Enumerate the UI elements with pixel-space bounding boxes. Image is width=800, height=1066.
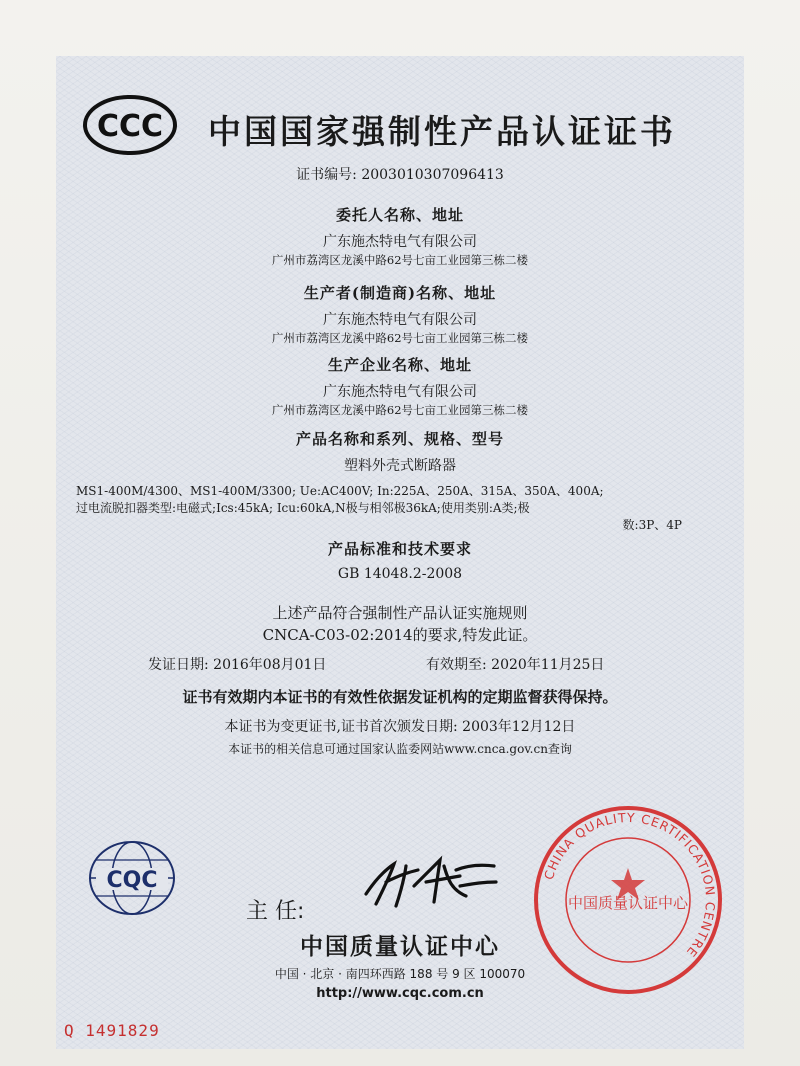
expiry-date: 2020年11月25日 bbox=[491, 657, 605, 673]
standard-value: GB 14048.2-2008 bbox=[337, 566, 463, 582]
certificate bbox=[56, 56, 744, 1049]
first-issue-date: 2003年12月12日 bbox=[462, 719, 576, 735]
ccc-logo bbox=[82, 94, 178, 156]
info-note: 本证书的相关信息可通过国家认监委网站www.cnca.gov.cn查询 bbox=[228, 742, 572, 756]
factory-address: 广州市荔湾区龙溪中路62号七亩工业园第三栋二楼 bbox=[271, 403, 529, 417]
product-heading: 产品名称和系列、规格、型号 bbox=[295, 430, 504, 448]
cqc-logo bbox=[82, 836, 182, 920]
ccc-logo-text: CCC bbox=[96, 109, 164, 144]
compliance-line: CNCA-C03-02:2014的要求,特发此证。 bbox=[262, 626, 538, 644]
manufacturer-heading: 生产者(制造商)名称、地址 bbox=[303, 284, 497, 302]
factory-heading: 生产企业名称、地址 bbox=[327, 356, 472, 374]
compliance-line: 上述产品符合强制性产品认证实施规则 bbox=[272, 604, 528, 622]
change-note-prefix: 本证书为变更证书,证书首次颁发日期: bbox=[224, 719, 458, 735]
expiry-date-block bbox=[426, 654, 604, 674]
issuer-url: http://www.cqc.com.cn bbox=[316, 986, 484, 1001]
manufacturer-address: 广州市荔湾区龙溪中路62号七亩工业园第三栋二楼 bbox=[271, 331, 529, 345]
issue-date-block bbox=[148, 654, 326, 674]
client-name: 广东施杰特电气有限公司 bbox=[323, 234, 477, 250]
issue-date-label: 发证日期: bbox=[148, 657, 209, 673]
client-address: 广州市荔湾区龙溪中路62号七亩工业园第三栋二楼 bbox=[271, 253, 529, 267]
manufacturer-name: 广东施杰特电气有限公司 bbox=[323, 312, 477, 328]
client-heading: 委托人名称、地址 bbox=[335, 206, 464, 224]
serial-number: Q 1491829 bbox=[64, 1021, 160, 1040]
change-note bbox=[56, 716, 744, 736]
cert-number: 2003010307096413 bbox=[361, 167, 504, 183]
issuer-org-name: 中国质量认证中心 bbox=[300, 934, 500, 960]
seal-text-en: CHINA QUALITY CERTIFICATION CENTRE bbox=[540, 809, 719, 961]
factory-name: 广东施杰特电气有限公司 bbox=[323, 384, 477, 400]
cert-number-row bbox=[56, 164, 744, 184]
expiry-date-label: 有效期至: bbox=[426, 657, 487, 673]
product-spec-line: MS1-400M/4300、MS1-400M/3300; Ue:AC400V; In:225A、250A、315A、350A、400A; bbox=[76, 484, 604, 498]
product-spec-line: 过电流脱扣器类型:电磁式;Ics:45kA; Icu:60kA,N极与相邻极36kA;使用类别:A类;极 bbox=[76, 501, 530, 515]
product-name: 塑料外壳式断路器 bbox=[344, 458, 456, 474]
certificate-title: 中国国家强制性产品认证证书 bbox=[208, 112, 676, 151]
standard-heading: 产品标准和技术要求 bbox=[327, 540, 472, 558]
issuer-address: 中国 · 北京 · 南四环西路 188 号 9 区 100070 bbox=[274, 967, 526, 981]
cert-number-label: 证书编号: bbox=[296, 167, 357, 183]
seal-text-cn: 中国质量认证中心 bbox=[567, 894, 689, 912]
cqc-logo-text: CQC bbox=[106, 868, 158, 893]
director-label: 主 任: bbox=[246, 899, 305, 924]
product-spec-line: 数:3P、4P bbox=[622, 518, 682, 532]
product-spec bbox=[76, 483, 726, 534]
director-signature bbox=[356, 846, 506, 916]
validity-note: 证书有效期内本证书的有效性依据发证机构的定期监督获得保持。 bbox=[182, 688, 618, 706]
issue-date: 2016年08月01日 bbox=[213, 657, 327, 673]
